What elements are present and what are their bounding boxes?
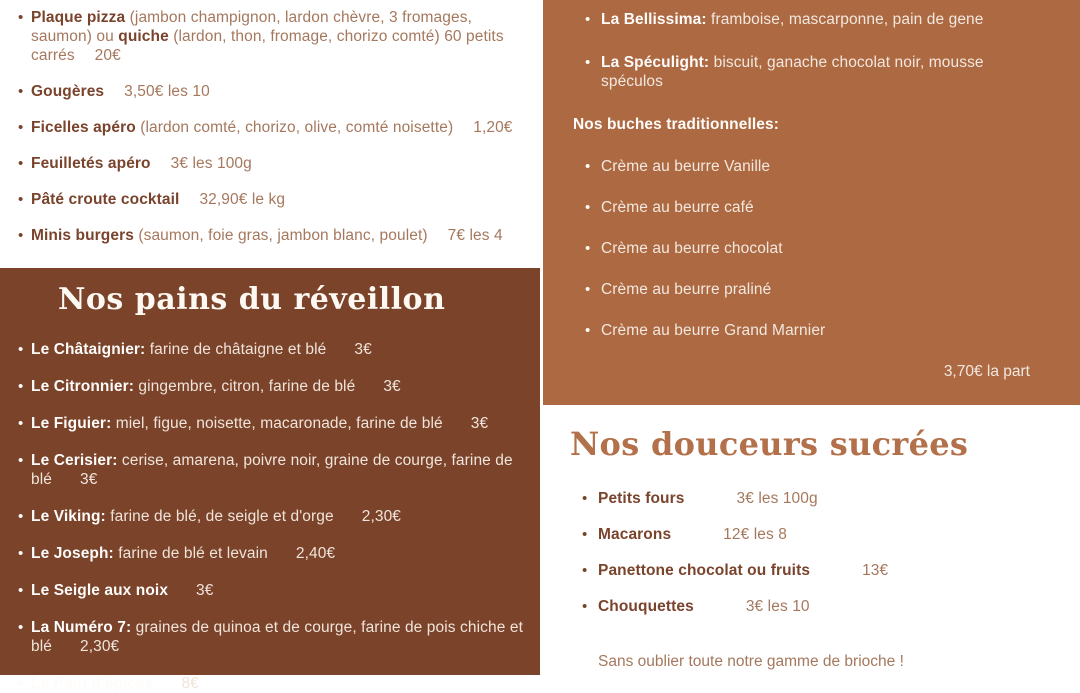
list-item bbox=[573, 10, 1030, 29]
bullet-icon: • bbox=[18, 452, 24, 469]
bullet-icon: • bbox=[585, 11, 591, 28]
list-item bbox=[18, 544, 530, 563]
bullet-icon: • bbox=[585, 158, 591, 175]
item-price: 3€ les 100g bbox=[170, 155, 252, 172]
list-item bbox=[573, 321, 1030, 340]
item-name: La Numéro 7: bbox=[31, 619, 132, 636]
bullet-icon: • bbox=[585, 322, 591, 339]
item-price: 20€ bbox=[94, 47, 121, 64]
bullet-icon: • bbox=[585, 199, 591, 216]
list-item bbox=[18, 618, 530, 656]
list-item bbox=[18, 451, 530, 489]
bullet-icon: • bbox=[582, 490, 588, 507]
item-name: quiche bbox=[118, 28, 169, 45]
bullet-icon: • bbox=[18, 9, 24, 26]
item-price: 3€ bbox=[196, 582, 214, 599]
item-price: 2,30€ bbox=[79, 638, 120, 655]
section-title-douceurs: Nos douceurs sucrées bbox=[570, 425, 969, 463]
bullet-icon: • bbox=[582, 598, 588, 615]
list-item bbox=[18, 674, 530, 693]
item-name: Panettone chocolat ou fruits bbox=[598, 562, 811, 579]
apero-section bbox=[0, 0, 540, 268]
item-desc: (lardon, thon, fromage, chorizo comté) 60 petits carrés bbox=[31, 28, 504, 64]
item-name: Le Figuier: bbox=[31, 415, 112, 432]
list-item bbox=[573, 157, 1030, 176]
bullet-icon: • bbox=[18, 341, 24, 358]
item-desc: (saumon, foie gras, jambon blanc, poulet) bbox=[133, 227, 428, 244]
item-name: Le Viking: bbox=[31, 508, 106, 525]
item-name: Le Seigle aux noix bbox=[31, 582, 169, 599]
item-desc: cerise, amarena, poivre noir, graine de courge, farine de blé bbox=[31, 452, 513, 488]
item-name: Pâté croute cocktail bbox=[31, 191, 180, 208]
item-desc: farine de blé, de seigle et d'orge bbox=[105, 508, 334, 525]
bullet-icon: • bbox=[585, 281, 591, 298]
item-name: Le Châtaignier: bbox=[31, 341, 146, 358]
list-item bbox=[18, 154, 534, 173]
bullet-icon: • bbox=[582, 526, 588, 543]
bullet-icon: • bbox=[585, 240, 591, 257]
item-price: 2,40€ bbox=[295, 545, 336, 562]
section-title-pains: Nos pains du réveillon bbox=[58, 282, 446, 317]
list-item bbox=[18, 414, 530, 433]
item-price: 13€ bbox=[862, 562, 889, 579]
item-desc: farine de châtaigne et blé bbox=[145, 341, 327, 358]
list-item bbox=[18, 190, 534, 209]
item-name: La Bellissima: bbox=[601, 11, 707, 28]
bullet-icon: • bbox=[18, 675, 24, 692]
list-item bbox=[18, 340, 530, 359]
item-name: Macarons bbox=[598, 526, 672, 543]
bullet-icon: • bbox=[582, 562, 588, 579]
bullet-icon: • bbox=[18, 119, 24, 136]
item-name: Gougères bbox=[31, 83, 105, 100]
item-name: Crème au beurre café bbox=[601, 199, 754, 216]
item-name: Crème au beurre Grand Marnier bbox=[601, 322, 826, 339]
item-price: 1,20€ bbox=[473, 119, 513, 136]
item-price: 12€ les 8 bbox=[723, 526, 787, 543]
buches-classic-list bbox=[573, 157, 1030, 340]
item-price: 32,90€ le kg bbox=[199, 191, 286, 208]
item-price: 3€ les 100g bbox=[736, 490, 818, 507]
item-price: 3€ bbox=[354, 341, 372, 358]
bullet-icon: • bbox=[585, 54, 591, 71]
bullet-icon: • bbox=[18, 378, 24, 395]
item-name: Plaque pizza bbox=[31, 9, 126, 26]
douceurs-section bbox=[540, 405, 1080, 675]
bullet-icon: • bbox=[18, 155, 24, 172]
list-item bbox=[18, 226, 534, 245]
bullet-icon: • bbox=[18, 545, 24, 562]
list-item bbox=[570, 525, 1070, 544]
item-name: Ficelles apéro bbox=[31, 119, 136, 136]
list-item bbox=[570, 597, 1070, 616]
bullet-icon: • bbox=[18, 83, 24, 100]
item-price: 3€ bbox=[470, 415, 489, 432]
apero-list bbox=[18, 8, 534, 245]
item-name: Crème au beurre chocolat bbox=[601, 240, 783, 257]
item-price: 3€ bbox=[383, 378, 401, 395]
item-name: Petits fours bbox=[598, 490, 685, 507]
list-item bbox=[573, 53, 1030, 91]
buches-subtitle: Nos buches traditionnelles: bbox=[573, 116, 779, 133]
item-price: 3,50€ les 10 bbox=[124, 83, 210, 100]
bullet-icon: • bbox=[18, 227, 24, 244]
list-item bbox=[18, 118, 534, 137]
item-desc: graines de quinoa et de courge, farine de pois chiche et blé bbox=[31, 619, 523, 655]
item-desc: miel, figue, noisette, macaronade, farine de blé bbox=[111, 415, 443, 432]
bullet-icon: • bbox=[18, 582, 24, 599]
brioche-note: Sans oublier toute notre gamme de brioche ! bbox=[598, 653, 904, 670]
bullet-icon: • bbox=[18, 508, 24, 525]
left-column bbox=[0, 0, 540, 692]
item-desc: biscuit, ganache chocolat noir, mousse spéculos bbox=[601, 54, 984, 90]
list-item bbox=[573, 198, 1030, 217]
buches-section bbox=[543, 0, 1080, 405]
list-item bbox=[18, 82, 534, 101]
right-column bbox=[540, 0, 1080, 675]
douceurs-list bbox=[570, 489, 1070, 616]
item-desc: farine de blé et levain bbox=[113, 545, 268, 562]
item-price: 2,30€ bbox=[361, 508, 402, 525]
list-item bbox=[573, 239, 1030, 258]
item-name: Chouquettes bbox=[598, 598, 694, 615]
buches-price-note: 3,70€ la part bbox=[943, 363, 1030, 380]
item-name: Le Joseph: bbox=[31, 545, 114, 562]
item-name: Crème au beurre praliné bbox=[601, 281, 772, 298]
item-desc: gingembre, citron, farine de blé bbox=[134, 378, 356, 395]
item-price: 3€ les 10 bbox=[745, 598, 810, 615]
item-name: Crème au beurre Vanille bbox=[601, 158, 771, 175]
pains-list bbox=[18, 340, 530, 693]
list-item bbox=[18, 507, 530, 526]
list-item bbox=[570, 489, 1070, 508]
pains-section bbox=[0, 268, 540, 692]
bullet-icon: • bbox=[18, 415, 24, 432]
list-item bbox=[18, 581, 530, 600]
buches-special-list bbox=[573, 10, 1030, 91]
item-name: Le Pain d'épices bbox=[31, 675, 154, 692]
item-price: 7€ les 4 bbox=[447, 227, 503, 244]
item-desc: (lardon comté, chorizo, olive, comté noisette) bbox=[135, 119, 454, 136]
item-desc: framboise, mascarponne, pain de gene bbox=[706, 11, 984, 28]
item-price: 3€ bbox=[79, 471, 98, 488]
list-item bbox=[18, 377, 530, 396]
item-name: Le Cerisier: bbox=[31, 452, 118, 469]
bullet-icon: • bbox=[18, 191, 24, 208]
item-name: Le Citronnier: bbox=[31, 378, 135, 395]
item-name: Feuilletés apéro bbox=[31, 155, 151, 172]
list-item bbox=[570, 561, 1070, 580]
list-item bbox=[573, 280, 1030, 299]
list-item bbox=[18, 8, 534, 65]
item-name: La Spéculight: bbox=[601, 54, 710, 71]
item-desc: (jambon champignon, lardon chèvre, 3 fromages, saumon) ou bbox=[31, 9, 472, 45]
item-price: 8€ bbox=[181, 675, 199, 692]
bullet-icon: • bbox=[18, 619, 24, 636]
item-name: Minis burgers bbox=[31, 227, 134, 244]
